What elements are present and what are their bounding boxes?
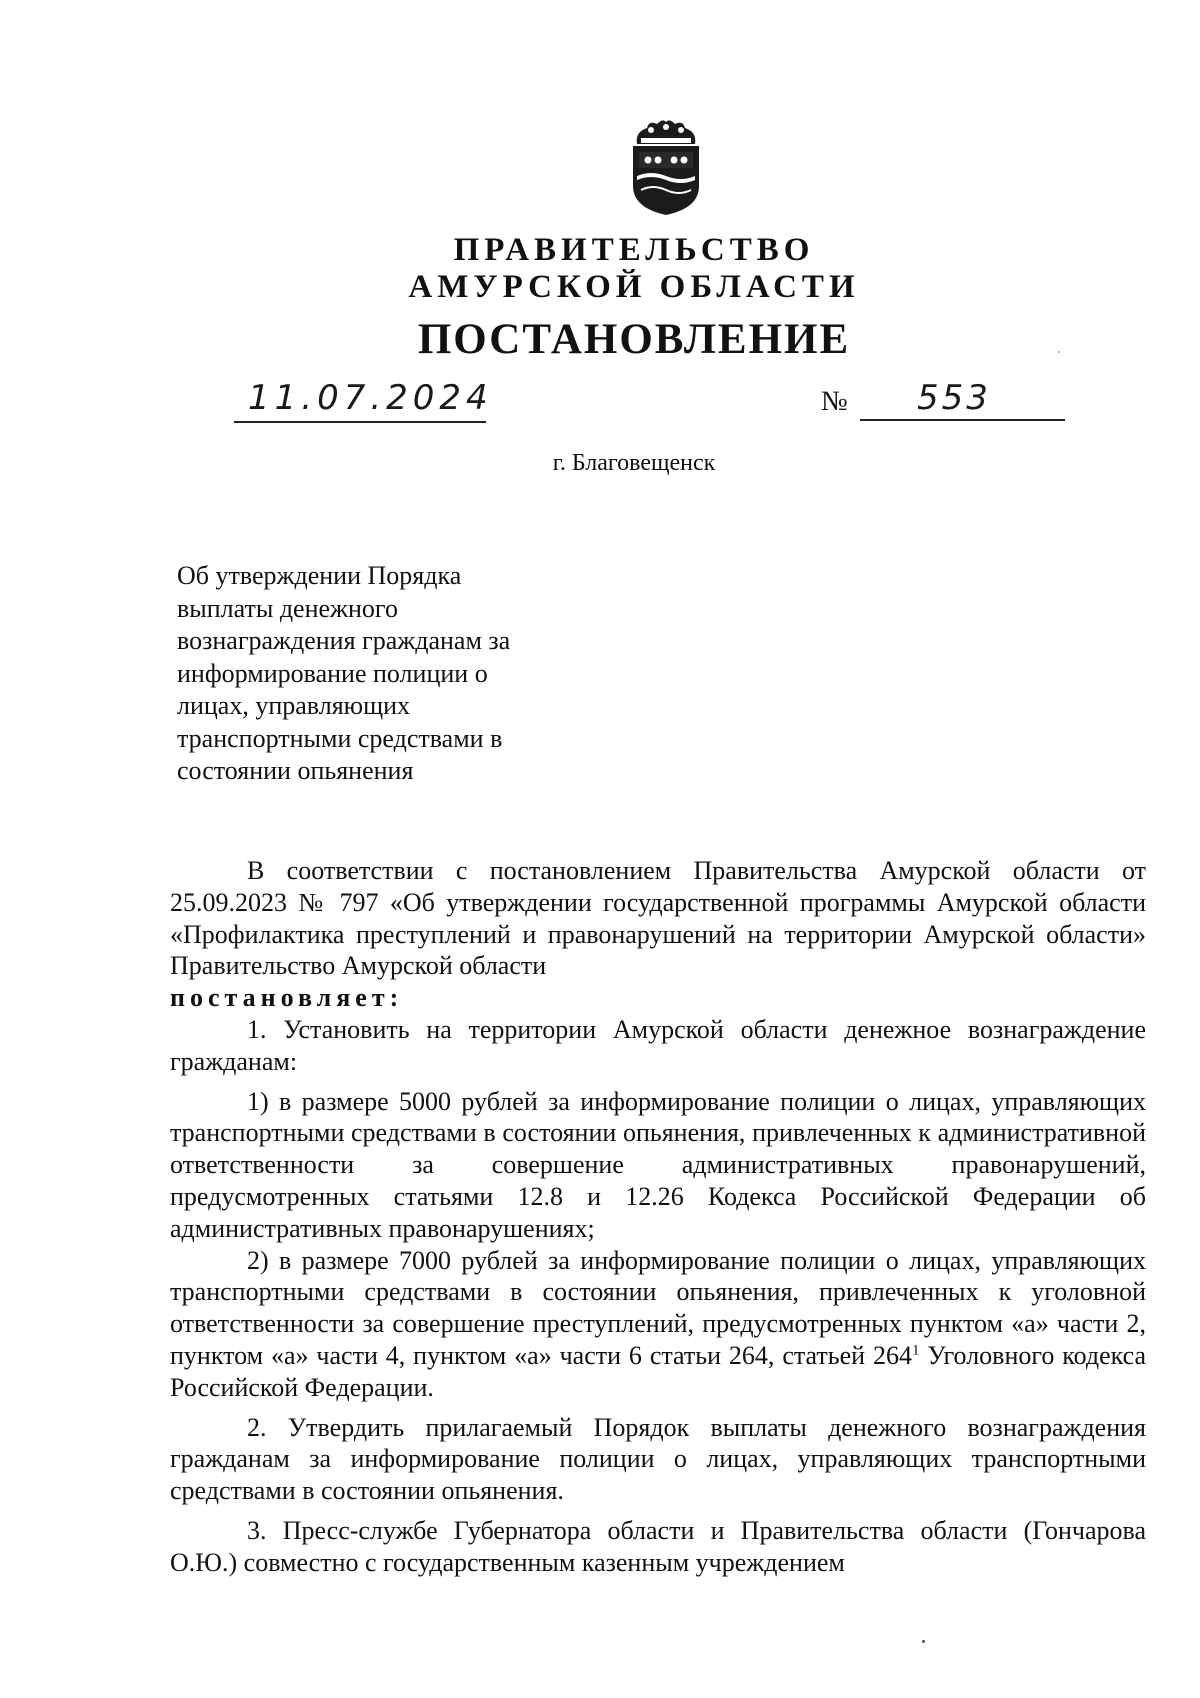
handwritten-document-number: 553 <box>917 378 991 418</box>
item-1-2-tail-text: Уголовного кодекса Российской Федерации. <box>170 1340 1146 1402</box>
organization-name-line1: ПРАВИТЕЛЬСТВО <box>453 232 815 268</box>
subject-line: лицах, управляющих <box>177 691 411 720</box>
subject-line: Об утверждении Порядка <box>177 561 462 590</box>
scan-speck <box>1058 351 1060 353</box>
subject-line: выплаты денежного <box>177 593 398 623</box>
preamble-paragraph: В соответствии с постановлением Правительства Амурской области от 25.09.2023 № 797 «Об утверждении государственной программы Амурской области «Профилактика преступлений и правонарушений на территории Амурской области» Правительство Амурской области <box>170 856 1146 981</box>
item-1-2-paragraph <box>170 1245 1146 1404</box>
number-underline <box>860 419 1065 421</box>
subject-line: вознаграждения гражданам за <box>177 626 511 655</box>
scan-speck <box>922 1640 925 1643</box>
subject-line: транспортными средствами в <box>177 723 503 753</box>
number-sign: № <box>821 386 848 417</box>
date-underline <box>234 421 486 423</box>
item-3-paragraph: 3. Пресс-службе Губернатора области и Правительства области (Гончарова О.Ю.) совместно с государственным казенным учреждением <box>170 1515 1146 1577</box>
document-type-title: ПОСТАНОВЛЕНИЕ <box>417 316 851 363</box>
handwritten-date: 11.07.2024 <box>248 378 493 418</box>
subject-line: информирование полиции о <box>177 658 488 688</box>
subject-line: состоянии опьянения <box>177 756 414 785</box>
decree-word: постановляет: <box>170 983 404 1013</box>
item-1-2-main-text: 2) в размере 7000 рублей за информирование полиции о лицах, управляющих транспортными средствами в состоянии опьянения, привлеченных к уголовной ответственности за совершение преступлений, предусмотренных пунктом «а» части 2, пунктом «а» части 4, пунктом «а» части 6 статьи 264, статьей 264 <box>170 1245 1146 1370</box>
coat-of-arms-emblem <box>627 118 705 216</box>
organization-name-line2: АМУРСКОЙ ОБЛАСТИ <box>408 269 860 305</box>
item-1-2-superscript: 1 <box>912 1342 920 1359</box>
city-name: г. Благовещенск <box>552 450 716 476</box>
item-1-paragraph: 1. Установить на территории Амурской области денежное вознаграждение гражданам: <box>170 1014 1146 1076</box>
document-body <box>170 855 1146 1579</box>
item-2-paragraph: 2. Утвердить прилагаемый Порядок выплаты денежного вознаграждения гражданам за информирование полиции о лицах, управляющих транспортными средствами в состоянии опьянения. <box>170 1412 1146 1506</box>
document-subject <box>177 560 557 788</box>
item-1-1-paragraph: 1) в размере 5000 рублей за информирование полиции о лицах, управляющих транспортными средствами в состоянии опьянения, привлеченных к административной ответственности за совершение административных правонарушений, предусмотренных статьями 12.8 и 12.26 Кодекса Российской Федерации об административных правонарушениях; <box>170 1086 1146 1243</box>
